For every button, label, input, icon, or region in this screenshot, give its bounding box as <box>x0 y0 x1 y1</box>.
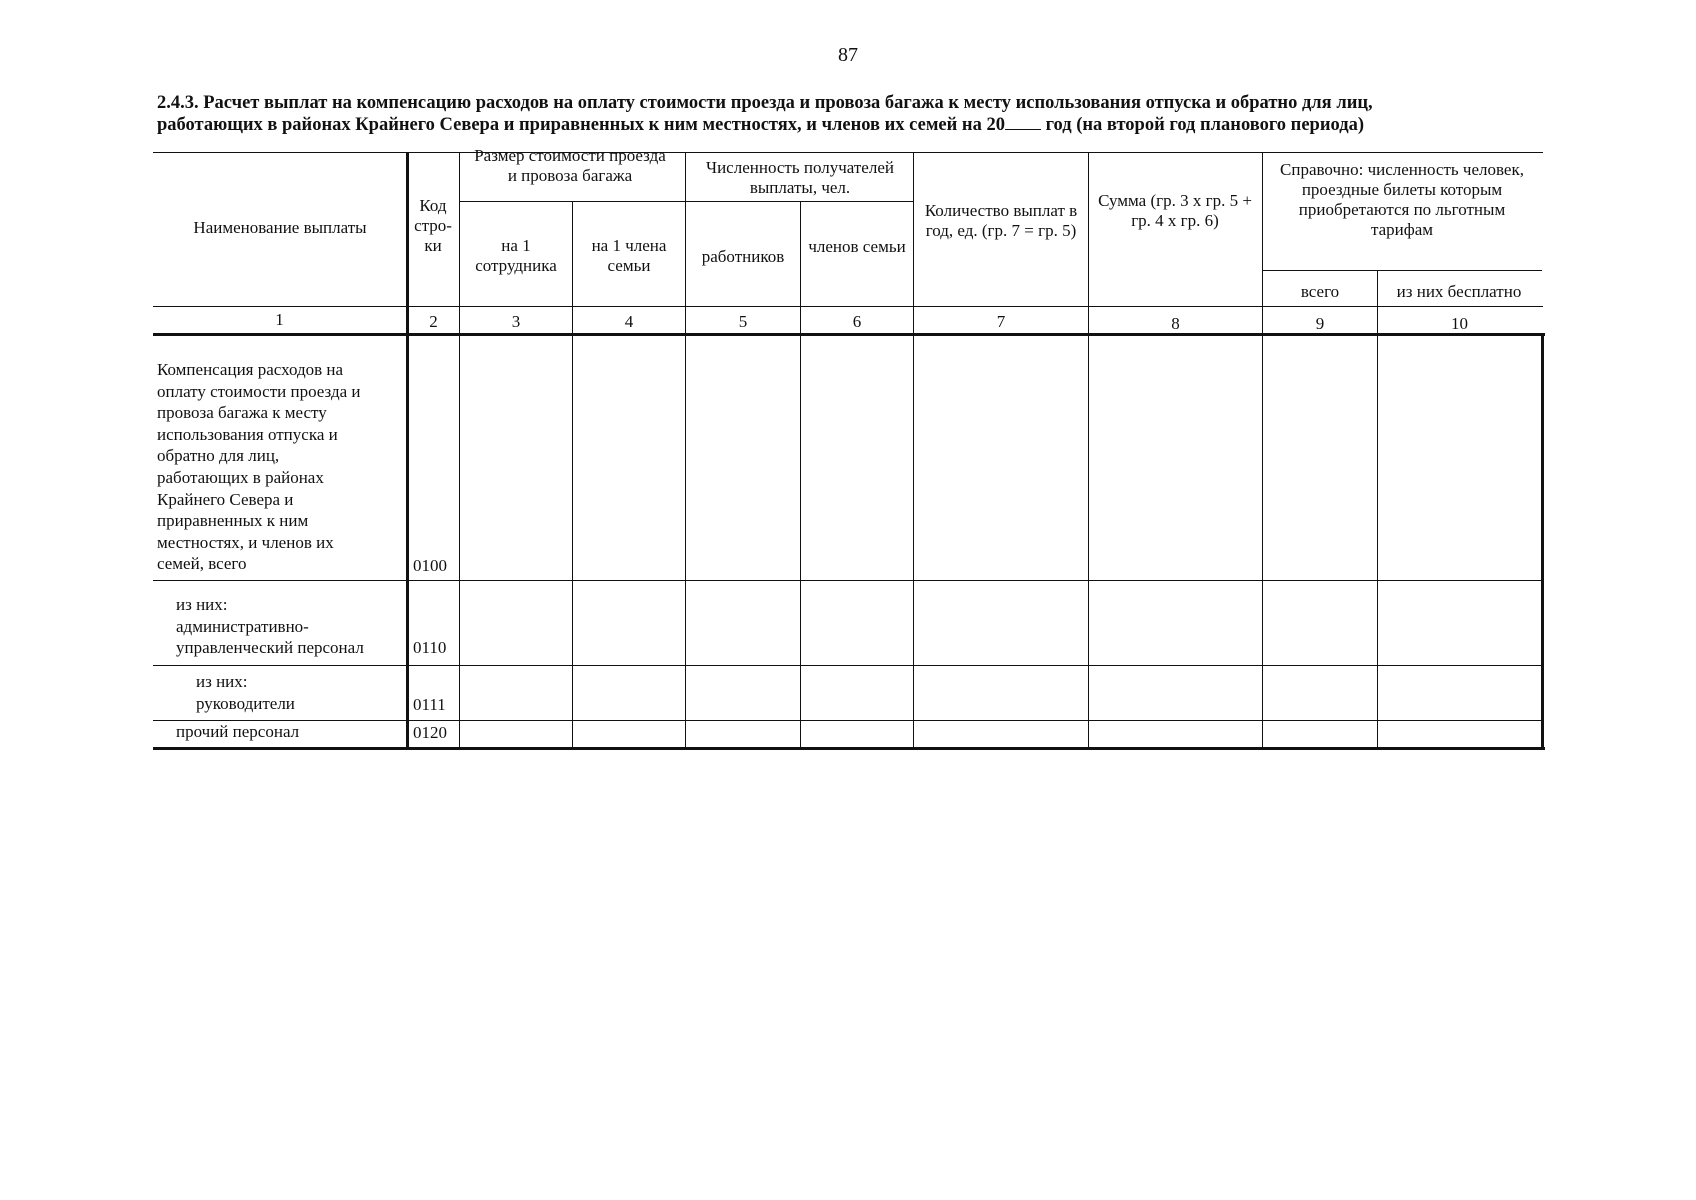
header-recipients-family: членов семьи <box>808 237 906 256</box>
column-number: 1 <box>275 310 284 329</box>
header-name: Наименование выплаты <box>193 218 367 237</box>
header-recipients-employees: работников <box>701 247 785 266</box>
data-cell[interactable] <box>687 582 799 664</box>
column-number: 9 <box>1315 314 1325 333</box>
rule-row-0110-bottom <box>153 665 1543 666</box>
rule-col-7-left <box>913 152 914 750</box>
data-cell[interactable] <box>461 667 571 719</box>
data-cell[interactable] <box>574 582 684 664</box>
title-line-2-end: год (на второй год планового периода) <box>1040 115 1364 135</box>
header-cost-group: Размер стоимости проезда и провоза багажа <box>474 146 666 185</box>
row-name-0110: из них: административно- управленческий персонал <box>176 595 364 658</box>
data-cell[interactable] <box>1264 582 1376 664</box>
row-name-0120: прочий персонал <box>176 722 300 741</box>
data-cell[interactable] <box>915 667 1087 719</box>
row-code-0120: 0120 <box>413 723 447 742</box>
data-cell[interactable] <box>1264 337 1376 579</box>
header-payments-count: Количество выплат в год, ед. (гр. 7 = гр. 5) <box>924 201 1078 240</box>
row-code-0111: 0111 <box>413 695 446 714</box>
rule-col-3-left <box>459 152 460 750</box>
rule-col-8-left <box>1088 152 1089 750</box>
data-cell[interactable] <box>915 337 1087 579</box>
data-cell[interactable] <box>1379 667 1540 719</box>
data-cell[interactable] <box>1090 667 1261 719</box>
data-cell[interactable] <box>687 667 799 719</box>
data-cell[interactable] <box>1379 722 1540 746</box>
rule-row-0100-bottom <box>153 580 1543 581</box>
rule-col-6-left <box>800 201 801 750</box>
rule-subheader <box>460 201 914 202</box>
rule-col-9-left <box>1262 152 1263 750</box>
rule-reference-subheader <box>1262 270 1542 271</box>
data-cell[interactable] <box>1090 582 1261 664</box>
data-cell[interactable] <box>1264 722 1376 746</box>
header-reference-free: из них бесплатно <box>1396 282 1522 301</box>
row-name-0111: из них: руководители <box>196 672 295 713</box>
data-cell[interactable] <box>802 722 912 746</box>
data-cell[interactable] <box>1379 337 1540 579</box>
data-cell[interactable] <box>461 582 571 664</box>
column-number: 6 <box>852 312 862 331</box>
header-cost-per-employee: на 1 сотрудника <box>475 236 557 275</box>
rule-col-code-left <box>406 152 409 750</box>
data-cell[interactable] <box>687 337 799 579</box>
rule-table-bottom <box>153 747 1545 750</box>
column-number: 3 <box>511 312 521 331</box>
data-cell[interactable] <box>915 582 1087 664</box>
title-line-1: 2.4.3. Расчет выплат на компенсацию расходов на оплату стоимости проезда и провоза багажа к месту использования отпуска и обратно для лиц, <box>157 93 1373 113</box>
header-sum: Сумма (гр. 3 х гр. 5 + гр. 4 х гр. 6) <box>1098 191 1252 230</box>
data-cell[interactable] <box>687 722 799 746</box>
header-cost-per-family: на 1 члена семьи <box>591 236 667 275</box>
data-cell[interactable] <box>574 337 684 579</box>
rule-col-4-left <box>572 201 573 750</box>
rule-table-right <box>1541 335 1544 750</box>
data-cell[interactable] <box>802 582 912 664</box>
header-reference-total: всего <box>1300 282 1340 301</box>
data-cell[interactable] <box>1264 667 1376 719</box>
rule-header-top <box>153 152 1543 153</box>
data-cell[interactable] <box>1090 722 1261 746</box>
data-cell[interactable] <box>802 337 912 579</box>
data-cell[interactable] <box>461 722 571 746</box>
column-number: 7 <box>996 312 1006 331</box>
rule-col-5-left <box>685 152 686 750</box>
column-number: 2 <box>429 312 438 331</box>
column-number: 8 <box>1171 314 1180 333</box>
row-name-0100: Компенсация расходов на оплату стоимости проезда и провоза багажа к месту использования отпуска и обратно для лиц, работающих в районах Крайнего Севера и приравненных к ним местностях, и членов их семей, всего <box>157 360 361 574</box>
data-cell[interactable] <box>461 337 571 579</box>
title-line-2-start: работающих в районах Крайнего Севера и приравненных к ним местностях, и членов их семей на 20 <box>157 115 1005 135</box>
row-code-0100: 0100 <box>413 556 447 575</box>
data-cell[interactable] <box>1090 337 1261 579</box>
header-code: Код стро- ки <box>414 196 452 255</box>
data-cell[interactable] <box>802 667 912 719</box>
header-reference-group: Справочно: численность человек, проездные билеты которым приобретаются по льготным тарифам <box>1280 160 1524 239</box>
column-number: 4 <box>624 312 634 331</box>
data-cell[interactable] <box>915 722 1087 746</box>
column-number: 10 <box>1451 314 1468 333</box>
rule-col-10-left <box>1377 270 1378 750</box>
row-code-0110: 0110 <box>413 638 447 657</box>
data-cell[interactable] <box>574 722 684 746</box>
column-number: 5 <box>738 312 748 331</box>
header-recipients-group: Численность получателей выплаты, чел. <box>706 158 894 197</box>
data-cell[interactable] <box>1379 582 1540 664</box>
page-number: 87 <box>838 44 858 66</box>
rule-header-bottom <box>153 306 1543 307</box>
data-cell[interactable] <box>574 667 684 719</box>
